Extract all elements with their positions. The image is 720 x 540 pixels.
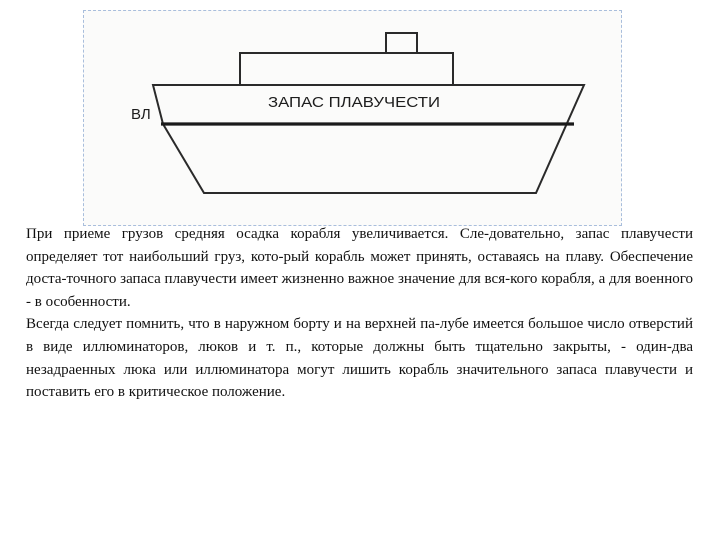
- ship-funnel: [386, 33, 417, 53]
- waterline-label: ВЛ: [131, 106, 151, 123]
- buoyancy-reserve-label: ЗАПАС ПЛАВУЧЕСТИ: [268, 94, 440, 111]
- paragraph-openings-warning: Всегда следует помнить, что в наружном борту и на верхней па-лубе имеется большое число отверстий в виде иллюминаторов, люков и т. п., которые должны быть тщательно закрыты, - один-два незадраенных люка или иллюминатора могут лишить корабль значительного запаса плавучести и поставить его в критическое положение.: [26, 316, 693, 401]
- ship-superstructure: [240, 53, 453, 85]
- body-text: [26, 223, 693, 404]
- ship-diagram: [84, 11, 621, 225]
- paragraph-cargo-buoyancy: При приеме грузов средняя осадка корабля увеличивается. Сле-довательно, запас плавучести определяет тот наибольший груз, кото-рый корабль может принять, оставаясь на плаву. Обеспечение доста-точного запаса плавучести имеет жизненно важное значение для вся-кого корабля, а для военного - в особенности.: [26, 226, 693, 310]
- ship-figure: [83, 10, 622, 226]
